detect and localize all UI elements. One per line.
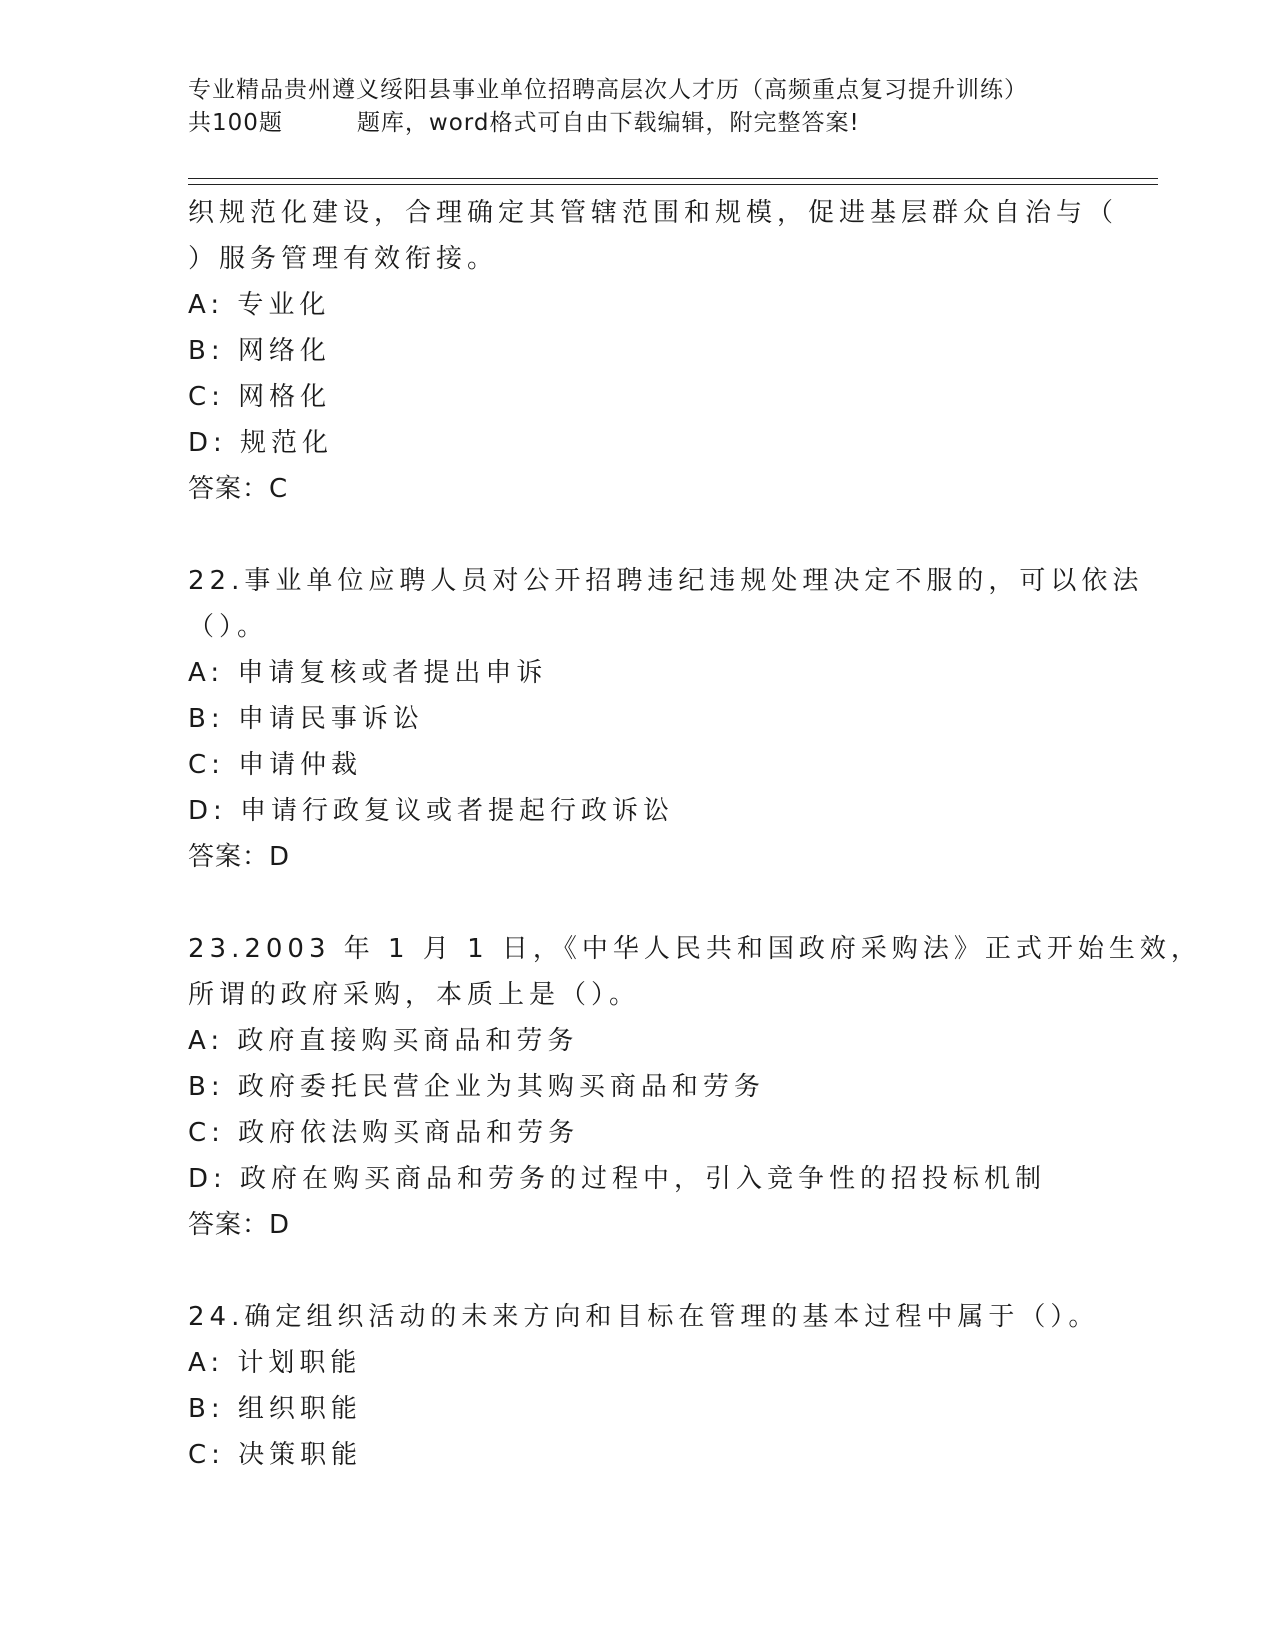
- header-divider-top: [188, 178, 1158, 179]
- header-subtitle-line: [188, 107, 1088, 140]
- option-a: A: 计划职能: [188, 1348, 362, 1378]
- answer-line: 答案：D: [188, 842, 291, 872]
- question-stem: （）。: [188, 612, 269, 642]
- option-a: A: 申请复核或者提出申诉: [188, 658, 548, 688]
- question-21: [188, 190, 1119, 512]
- option-c: C: 申请仲裁: [188, 750, 363, 780]
- question-stem: 24.确定组织活动的未来方向和目标在管理的基本过程中属于（）。: [188, 1302, 1100, 1332]
- answer-line: 答案：D: [188, 1210, 291, 1240]
- question-stem: 22.事业单位应聘人员对公开招聘违纪违规处理决定不服的，可以依法: [188, 566, 1144, 596]
- question-stem: 23.2003 年 1 月 1 日，《中华人民共和国政府采购法》正式开始生效，: [188, 934, 1202, 964]
- question-24: [188, 1294, 1100, 1478]
- question-stem: ）服务管理有效衔接。: [188, 244, 499, 274]
- option-c: C: 政府依法购买商品和劳务: [188, 1118, 580, 1148]
- header-divider-bottom: [188, 184, 1158, 185]
- option-b: B: 网络化: [188, 336, 331, 366]
- option-d: D: 申请行政复议或者提起行政诉讼: [188, 796, 675, 826]
- header-note: 题库，word格式可自由下载编辑，附完整答案!: [356, 110, 860, 136]
- option-a: A: 专业化: [188, 290, 331, 320]
- option-b: B: 政府委托民营企业为其购买商品和劳务: [188, 1072, 765, 1102]
- header-title-line: 专业精品贵州遵义绥阳县事业单位招聘高层次人才历（高频重点复习提升训练）: [188, 77, 1028, 103]
- question-stem: 织规范化建设，合理确定其管辖范围和规模，促进基层群众自治与（: [188, 198, 1119, 228]
- option-c: C: 网格化: [188, 382, 332, 412]
- question-list: [188, 190, 1202, 1478]
- option-b: B: 申请民事诉讼: [188, 704, 424, 734]
- option-b: B: 组织职能: [188, 1394, 362, 1424]
- question-22: [188, 558, 1144, 880]
- answer-line: 答案：C: [188, 474, 289, 504]
- header-count: 共100题: [188, 110, 283, 136]
- question-23: [188, 926, 1202, 1248]
- question-stem: 所谓的政府采购，本质上是（）。: [188, 980, 641, 1010]
- option-d: D: 规范化: [188, 428, 334, 458]
- option-c: C: 决策职能: [188, 1440, 363, 1470]
- option-a: A: 政府直接购买商品和劳务: [188, 1026, 579, 1056]
- option-d: D: 政府在购买商品和劳务的过程中，引入竞争性的招投标机制: [188, 1164, 1047, 1194]
- document-header: [188, 74, 1088, 140]
